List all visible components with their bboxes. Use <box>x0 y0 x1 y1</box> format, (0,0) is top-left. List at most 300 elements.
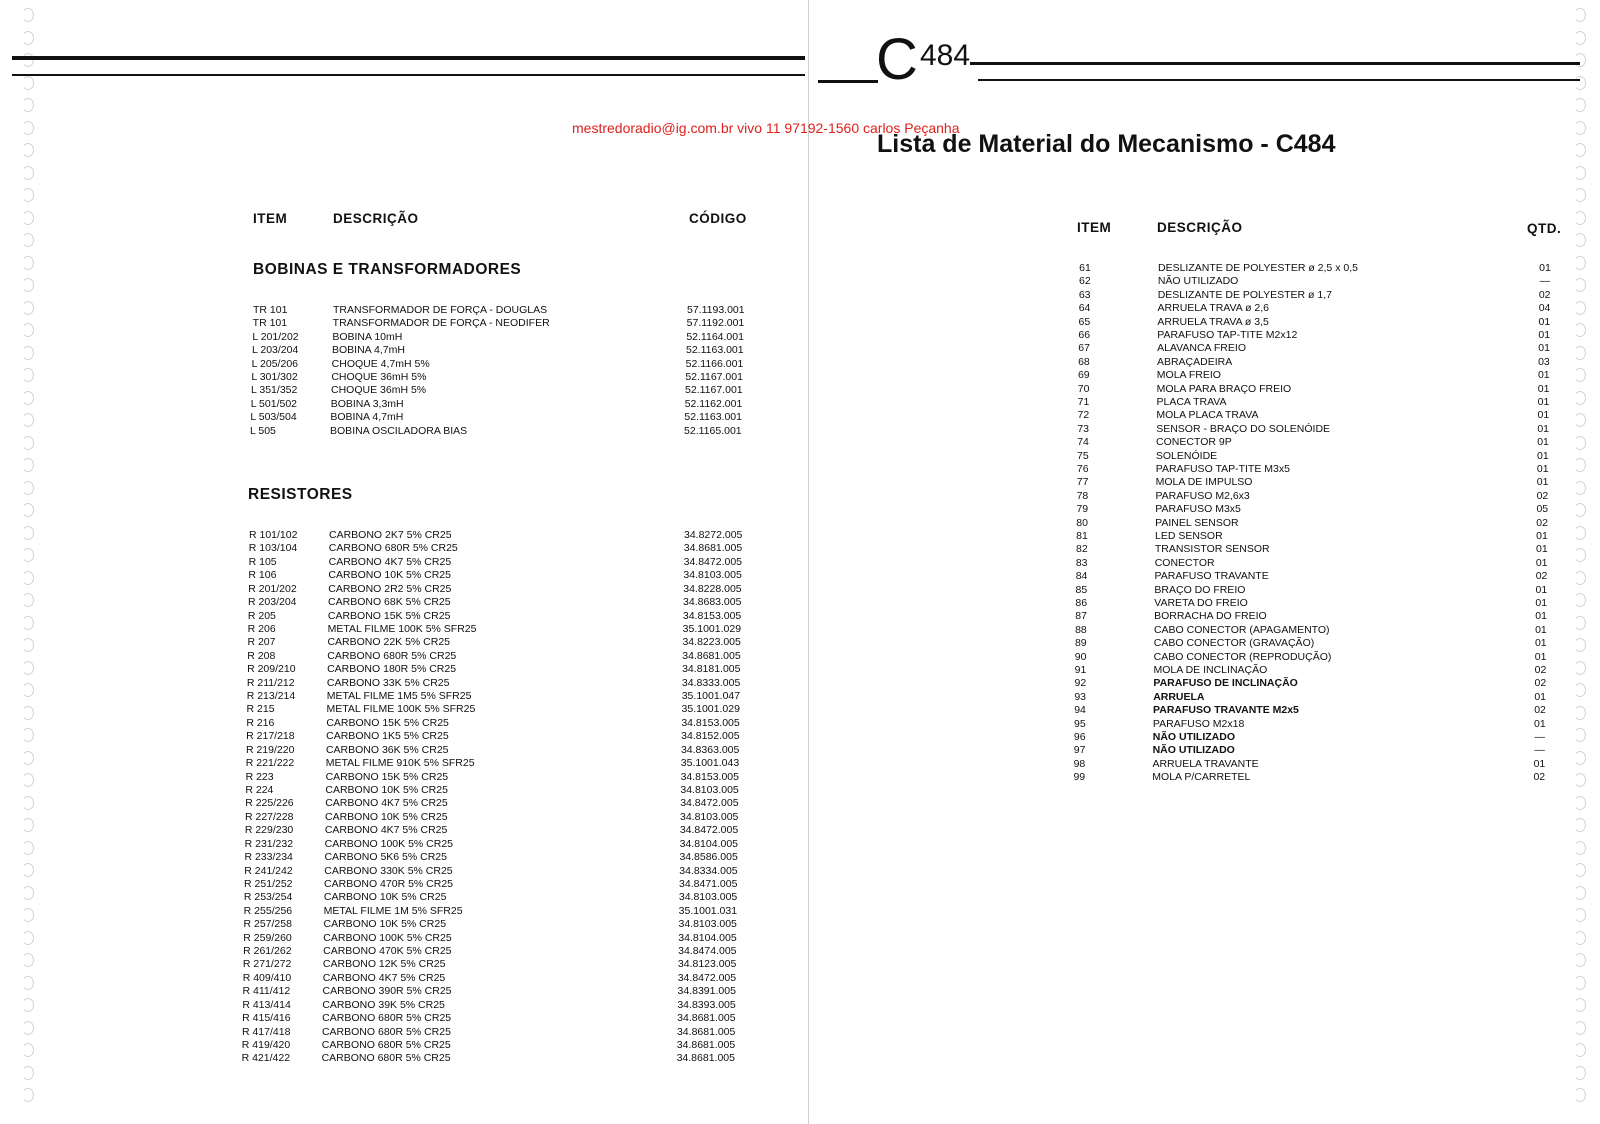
row-code: 34.8393.005 <box>677 998 736 1011</box>
row-description: CHOQUE 36mH 5% <box>331 371 427 383</box>
row-item: 94 <box>1074 704 1086 717</box>
row-item: 62 <box>1079 275 1091 288</box>
row-code: 34.8683.005 <box>683 596 742 609</box>
row-item: L 351/352 <box>251 384 298 397</box>
table-row <box>0 302 1600 315</box>
row-item: R 271/272 <box>242 958 292 971</box>
row-code: 35.1001.043 <box>680 757 740 770</box>
row-qty: 02 <box>1534 677 1547 690</box>
row-code: 34.8333.005 <box>681 676 741 689</box>
row-description: PARAFUSO TRAVANTE <box>1154 570 1269 583</box>
row-item: 73 <box>1077 422 1090 435</box>
row-description: CARBONO 4K7 5% CR25 <box>328 555 452 568</box>
row-code: 34.8103.005 <box>678 891 738 904</box>
row-description: CARBONO 330K 5% CR25 <box>324 864 453 877</box>
row-item: TR 101 <box>252 317 288 330</box>
row-item: 71 <box>1077 396 1090 408</box>
row-description: CONECTOR 9P <box>1156 436 1232 449</box>
row-description: CONECTOR <box>1154 556 1215 569</box>
table-row <box>0 316 1600 329</box>
row-description: CARBONO 2R2 5% CR25 <box>328 582 452 595</box>
row-description: MOLA P/CARRETEL <box>1152 771 1251 784</box>
table-row <box>0 543 1600 556</box>
row-qty: 01 <box>1534 690 1547 703</box>
row-item: 99 <box>1073 771 1086 784</box>
row-description: CARBONO 100K 5% CR25 <box>324 837 454 850</box>
table-row <box>0 677 1600 690</box>
row-description: SOLENÓIDE <box>1155 449 1218 462</box>
row-item: 81 <box>1076 530 1088 542</box>
table-row <box>0 865 1600 878</box>
table-row <box>0 758 1600 771</box>
row-code: 34.8104.005 <box>679 837 739 850</box>
row-item: 90 <box>1074 650 1087 663</box>
row-description: CARBONO 15K 5% CR25 <box>325 770 449 783</box>
row-description: TRANSISTOR SENSOR <box>1154 543 1270 556</box>
row-qty: 01 <box>1535 583 1548 596</box>
row-item: R 421/422 <box>241 1052 291 1065</box>
row-item: 72 <box>1077 409 1090 422</box>
row-code: 52.1162.001 <box>684 397 743 410</box>
row-item: R 251/252 <box>244 877 293 890</box>
left-col-description: DESCRIÇÃO <box>333 211 419 226</box>
row-code: 52.1164.001 <box>686 330 744 343</box>
header-rule-right-thick <box>970 62 1580 65</box>
table-row <box>0 771 1600 784</box>
right-col-qty: QTD. <box>1527 221 1562 236</box>
binding-hole <box>1574 8 1586 22</box>
row-code: 57.1192.001 <box>686 317 745 330</box>
row-description: CARBONO 10K 5% CR25 <box>325 783 448 796</box>
row-item: 86 <box>1075 597 1088 609</box>
row-code: 34.8474.005 <box>678 945 737 958</box>
header-rule-left-thick <box>12 56 805 60</box>
table-row <box>0 436 1600 449</box>
row-code: 35.1001.031 <box>678 904 738 917</box>
row-code: 34.8472.005 <box>683 555 743 568</box>
row-item: R 253/254 <box>243 891 293 904</box>
row-description: CARBONO 33K 5% CR25 <box>326 676 450 689</box>
row-description: CARBONO 36K 5% CR25 <box>325 743 449 756</box>
row-description: LED SENSOR <box>1155 530 1223 542</box>
row-item: 93 <box>1074 690 1087 703</box>
row-item: 96 <box>1073 731 1086 743</box>
row-item: R 419/420 <box>241 1038 291 1051</box>
binding-hole <box>22 1066 34 1080</box>
row-description: MOLA DE INCLINAÇÃO <box>1153 664 1268 676</box>
row-description: CARBONO 680R 5% CR25 <box>321 1025 451 1038</box>
model-number: 484 <box>920 39 971 72</box>
table-row <box>0 450 1600 463</box>
binding-hole <box>1574 121 1586 135</box>
row-code: 34.8681.005 <box>676 1038 736 1051</box>
row-description: ALAVANCA FREIO <box>1157 342 1246 355</box>
row-description: CHOQUE 36mH 5% <box>331 384 427 397</box>
row-description: CARBONO 15K 5% CR25 <box>326 716 449 729</box>
row-qty: 01 <box>1537 382 1550 395</box>
row-description: ARRUELA TRAVANTE <box>1152 757 1259 770</box>
row-item: R 231/232 <box>244 837 294 850</box>
row-item: R 219/220 <box>245 743 295 756</box>
row-item: 76 <box>1076 463 1089 475</box>
left-col-code: CÓDIGO <box>689 211 747 226</box>
table-row <box>0 476 1600 489</box>
row-item: 65 <box>1078 315 1091 328</box>
row-qty: 02 <box>1534 704 1546 717</box>
table-row <box>0 905 1600 918</box>
row-description: ARRUELA <box>1153 690 1205 703</box>
row-item: L 505 <box>250 424 276 437</box>
row-code: 34.8103.005 <box>680 783 739 796</box>
binding-hole <box>1574 143 1586 157</box>
row-item: 79 <box>1076 503 1089 516</box>
row-item: R 411/412 <box>242 985 291 998</box>
row-qty: 02 <box>1536 489 1549 502</box>
row-description: CARBONO 1K5 5% CR25 <box>326 730 449 743</box>
table-row <box>0 691 1600 704</box>
row-code: 34.8586.005 <box>679 851 738 864</box>
row-qty: 01 <box>1533 757 1546 770</box>
row-item: R 217/218 <box>246 730 295 743</box>
row-description: PARAFUSO DE INCLINAÇÃO <box>1153 677 1298 690</box>
row-description: NÃO UTILIZADO <box>1152 731 1235 743</box>
row-description: CARBONO 15K 5% CR25 <box>327 609 451 622</box>
row-description: TRANSFORMADOR DE FORÇA - DOUGLAS <box>333 304 548 316</box>
row-item: 66 <box>1078 329 1091 341</box>
table-row <box>0 838 1600 851</box>
row-item: R 106 <box>248 569 277 582</box>
binding-hole <box>22 98 34 112</box>
row-item: R 415/416 <box>242 1012 291 1025</box>
model-letter: C <box>876 27 918 92</box>
binding-hole <box>22 8 34 22</box>
row-code: 35.1001.047 <box>681 690 741 703</box>
binding-hole <box>22 76 34 90</box>
binding-hole <box>22 211 34 225</box>
row-item: L 501/502 <box>250 397 298 410</box>
row-qty: 01 <box>1537 409 1550 422</box>
row-description: CARBONO 100K 5% CR25 <box>323 931 452 944</box>
row-item: 80 <box>1076 516 1088 529</box>
row-item: R 255/256 <box>243 904 293 917</box>
row-description: MOLA PLACA TRAVA <box>1156 409 1259 422</box>
table-row <box>0 356 1600 369</box>
row-qty: 01 <box>1537 369 1550 382</box>
row-item: 77 <box>1076 476 1089 489</box>
table-row <box>0 985 1600 998</box>
table-row <box>0 383 1600 396</box>
row-code: 35.1001.029 <box>681 703 740 716</box>
row-item: R 205 <box>247 609 276 622</box>
row-qty: 01 <box>1535 623 1547 636</box>
row-qty: 02 <box>1533 771 1546 784</box>
table-row <box>0 262 1600 275</box>
binding-hole <box>1574 1066 1586 1080</box>
row-code: 34.8223.005 <box>682 636 741 649</box>
table-row <box>0 1039 1600 1052</box>
row-item: R 209/210 <box>247 663 296 676</box>
row-qty: 02 <box>1538 288 1551 301</box>
row-description: BOBINA 3,3mH <box>330 397 404 410</box>
table-row <box>0 651 1600 664</box>
row-description: CARBONO 10K 5% CR25 <box>328 569 451 582</box>
row-qty: — <box>1534 731 1545 743</box>
table-row <box>0 342 1600 355</box>
row-description: CHOQUE 4,7mH 5% <box>331 357 430 370</box>
row-item: 64 <box>1078 302 1091 315</box>
row-description: METAL FILME 1M 5% SFR25 <box>323 904 463 917</box>
row-description: METAL FILME 910K 5% SFR25 <box>325 757 475 770</box>
row-code: 34.8153.005 <box>681 716 740 729</box>
section-title-coils: BOBINAS E TRANSFORMADORES <box>253 261 522 278</box>
table-row <box>0 275 1600 288</box>
row-code: 34.8391.005 <box>677 985 736 998</box>
row-item: 67 <box>1078 342 1090 355</box>
row-item: 92 <box>1074 677 1087 690</box>
row-description: CARBONO 680R 5% CR25 <box>321 1052 451 1065</box>
row-item: 69 <box>1077 369 1090 382</box>
row-description: BRAÇO DO FREIO <box>1154 583 1246 596</box>
row-item: R 211/212 <box>246 676 295 689</box>
row-code: 34.8153.005 <box>680 770 739 783</box>
row-item: L 503/504 <box>250 411 297 424</box>
binding-hole <box>1574 1088 1586 1102</box>
row-description: CARBONO 470K 5% CR25 <box>323 945 452 958</box>
binding-hole <box>1574 188 1586 202</box>
row-code: 34.8104.005 <box>678 931 737 944</box>
binding-hole <box>1574 166 1586 180</box>
row-item: R 241/242 <box>244 864 293 877</box>
row-description: CARBONO 2K7 5% CR25 <box>329 529 452 541</box>
row-description: PARAFUSO TAP-TITE M3x5 <box>1155 463 1290 475</box>
row-description: CARBONO 10K 5% CR25 <box>325 810 448 823</box>
row-item: 63 <box>1078 288 1091 301</box>
table-row <box>0 490 1600 503</box>
binding-hole <box>1574 211 1586 225</box>
row-code: 34.8471.005 <box>679 877 738 890</box>
row-description: CARBONO 180R 5% CR25 <box>327 663 457 676</box>
table-row <box>0 1026 1600 1039</box>
table-row <box>0 664 1600 677</box>
row-item: TR 101 <box>253 304 288 316</box>
row-code: 35.1001.029 <box>682 622 742 635</box>
row-qty: 01 <box>1538 315 1551 328</box>
row-item: 97 <box>1073 744 1086 757</box>
row-code: 34.8681.005 <box>682 649 741 662</box>
row-qty: 01 <box>1537 422 1550 435</box>
row-code: 52.1165.001 <box>684 424 742 437</box>
row-item: L 205/206 <box>251 357 298 370</box>
row-code: 52.1167.001 <box>685 371 743 383</box>
table-row <box>0 584 1600 597</box>
row-qty: 05 <box>1536 503 1549 516</box>
row-item: R 103/104 <box>248 542 298 555</box>
row-code: 34.8103.005 <box>678 918 737 931</box>
row-qty: 03 <box>1538 355 1550 368</box>
row-item: R 223 <box>245 770 274 783</box>
row-description: CARBONO 680R 5% CR25 <box>321 1038 451 1051</box>
row-code: 52.1167.001 <box>685 384 743 397</box>
row-qty: 01 <box>1534 637 1547 650</box>
table-row <box>0 878 1600 891</box>
table-row <box>0 423 1600 436</box>
row-item: R 203/204 <box>248 596 297 609</box>
row-qty: 01 <box>1535 610 1547 623</box>
row-description: CARBONO 68K 5% CR25 <box>328 596 451 609</box>
row-code: 34.8228.005 <box>683 582 742 595</box>
row-item: 84 <box>1075 570 1088 583</box>
row-item: R 213/214 <box>246 690 296 703</box>
row-description: METAL FILME 100K 5% SFR25 <box>327 622 477 635</box>
table-row <box>0 530 1600 543</box>
row-qty: — <box>1534 744 1545 757</box>
row-description: BOBINA 4,7mH <box>332 344 405 357</box>
table-row <box>0 1052 1600 1065</box>
row-item: 75 <box>1077 449 1089 462</box>
row-description: CARBONO 680R 5% CR25 <box>322 1012 452 1025</box>
row-description: PAINEL SENSOR <box>1155 516 1239 529</box>
row-description: DESLIZANTE DE POLYESTER ø 1,7 <box>1157 288 1332 301</box>
row-item: R 257/258 <box>243 918 292 931</box>
row-qty: 01 <box>1536 543 1548 556</box>
row-code: 34.8103.005 <box>680 810 739 823</box>
row-description: PARAFUSO M2,6x3 <box>1155 489 1250 502</box>
table-row <box>0 463 1600 476</box>
row-item: 78 <box>1076 489 1089 502</box>
table-row <box>0 731 1600 744</box>
row-description: CABO CONECTOR (APAGAMENTO) <box>1153 623 1330 636</box>
row-item: R 409/410 <box>242 971 292 984</box>
row-item: R 259/260 <box>243 931 292 944</box>
row-description: CARBONO 22K 5% CR25 <box>327 636 451 649</box>
row-qty: 01 <box>1537 436 1549 449</box>
row-item: R 207 <box>247 636 276 649</box>
row-description: NÃO UTILIZADO <box>1157 275 1239 288</box>
right-col-description: DESCRIÇÃO <box>1157 220 1243 235</box>
row-description: CARBONO 470R 5% CR25 <box>324 877 454 890</box>
row-description: MOLA PARA BRAÇO FREIO <box>1156 382 1292 395</box>
table-row <box>0 557 1600 570</box>
row-item: R 224 <box>245 783 274 796</box>
table-row <box>0 289 1600 302</box>
row-qty: 01 <box>1534 717 1546 730</box>
binding-hole <box>1574 233 1586 247</box>
row-qty: 01 <box>1536 476 1549 489</box>
table-row <box>0 718 1600 731</box>
binding-hole <box>22 143 34 157</box>
table-row <box>0 918 1600 931</box>
row-code: 57.1193.001 <box>687 304 745 316</box>
row-description: PARAFUSO TRAVANTE M2x5 <box>1153 704 1299 717</box>
row-description: CARBONO 10K 5% CR25 <box>323 891 447 904</box>
row-description: VARETA DO FREIO <box>1154 597 1248 609</box>
table-row <box>0 1012 1600 1025</box>
row-item: R 215 <box>246 703 275 716</box>
contact-watermark: mestredoradio@ig.com.br vivo 11 97192-1560 carlos Peçanha <box>572 120 960 136</box>
binding-hole <box>22 233 34 247</box>
row-description: CARBONO 680R 5% CR25 <box>328 542 458 555</box>
row-item: R 221/222 <box>245 757 295 770</box>
row-item: 98 <box>1073 757 1086 770</box>
page-title: Lista de Material do Mecanismo - C484 <box>877 130 1336 158</box>
table-row <box>0 503 1600 516</box>
table-row <box>0 329 1600 342</box>
row-item: 74 <box>1077 436 1089 449</box>
row-description: PARAFUSO TAP-TITE M2x12 <box>1157 329 1298 341</box>
row-qty: 01 <box>1535 556 1548 569</box>
header-rule-right-thin <box>978 79 1580 81</box>
row-item: R 225/226 <box>245 797 294 810</box>
table-row <box>0 851 1600 864</box>
right-col-item: ITEM <box>1077 220 1112 235</box>
header-rule-right-short <box>818 80 878 83</box>
row-item: R 206 <box>247 622 276 635</box>
row-description: MOLA DE IMPULSO <box>1155 476 1253 489</box>
row-description: CARBONO 12K 5% CR25 <box>322 958 446 971</box>
row-code: 34.8152.005 <box>681 730 740 743</box>
row-qty: — <box>1539 275 1551 288</box>
row-description: CARBONO 10K 5% CR25 <box>323 918 447 931</box>
binding-hole <box>22 121 34 135</box>
row-code: 34.8472.005 <box>679 824 739 837</box>
row-description: SENSOR - BRAÇO DO SOLENÓIDE <box>1156 422 1331 435</box>
table-row <box>0 824 1600 837</box>
table-row <box>0 972 1600 985</box>
table-row <box>0 958 1600 971</box>
row-item: L 201/202 <box>252 330 299 343</box>
left-col-item: ITEM <box>253 211 288 226</box>
row-item: 83 <box>1075 556 1088 569</box>
row-item: 85 <box>1075 583 1088 596</box>
table-row <box>0 744 1600 757</box>
row-item: 87 <box>1075 610 1087 623</box>
row-item: 88 <box>1075 623 1087 636</box>
table-row <box>0 396 1600 409</box>
row-qty: 01 <box>1537 396 1550 408</box>
row-code: 34.8272.005 <box>684 529 743 541</box>
table-row <box>0 891 1600 904</box>
table-row <box>0 570 1600 583</box>
row-item: 68 <box>1078 355 1090 368</box>
table-row <box>0 704 1600 717</box>
row-item: 70 <box>1077 382 1090 395</box>
row-description: BOBINA 4,7mH <box>330 411 404 424</box>
row-item: R 105 <box>248 555 277 568</box>
row-item: L 203/204 <box>252 344 299 357</box>
row-qty: 01 <box>1539 262 1551 274</box>
row-description: TRANSFORMADOR DE FORÇA - NEODIFER <box>332 317 550 330</box>
row-description: CABO CONECTOR (GRAVAÇÃO) <box>1153 637 1315 650</box>
row-description: NÃO UTILIZADO <box>1152 744 1235 757</box>
row-description: BOBINA OSCILADORA BIAS <box>330 424 468 437</box>
row-item: 95 <box>1074 717 1086 730</box>
table-row <box>0 624 1600 637</box>
row-code: 34.8181.005 <box>682 663 741 676</box>
row-description: PARAFUSO M2x18 <box>1152 717 1245 730</box>
row-qty: 01 <box>1537 449 1549 462</box>
row-description: CARBONO 39K 5% CR25 <box>322 998 445 1011</box>
row-description: PARAFUSO M3x5 <box>1155 503 1241 516</box>
table-row <box>0 784 1600 797</box>
row-description: ARRUELA TRAVA ø 3,5 <box>1157 315 1269 328</box>
binding-hole <box>22 31 34 45</box>
row-code: 34.8681.005 <box>677 1012 736 1025</box>
row-item: L 301/302 <box>251 371 298 383</box>
row-item: R 201/202 <box>248 582 297 595</box>
section-title-resistors: RESISTORES <box>248 486 353 503</box>
row-description: ARRUELA TRAVA ø 2,6 <box>1157 302 1270 315</box>
table-row <box>0 409 1600 422</box>
